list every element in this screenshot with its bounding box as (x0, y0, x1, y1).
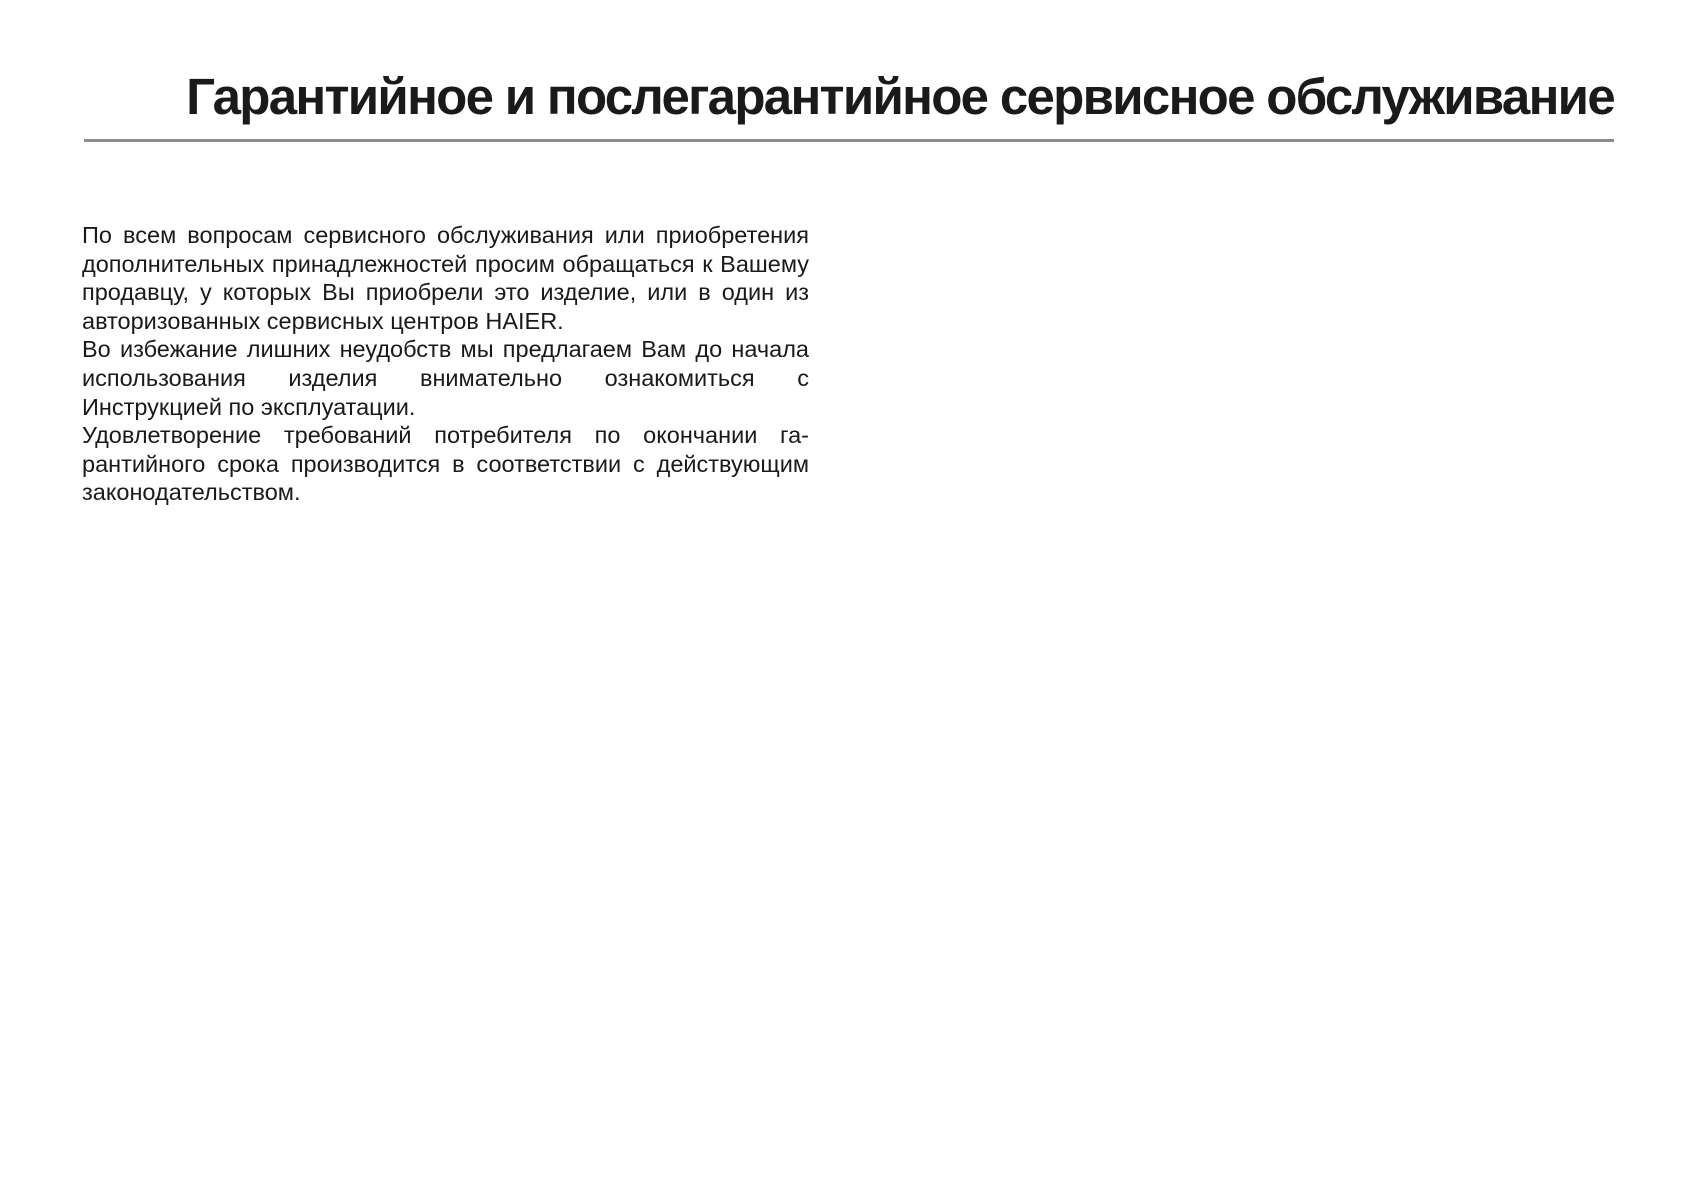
paragraph-service-contacts: По всем вопросам сервисного обслуживания или приобретения дополнительных принадлежностей просим обращаться к Вашему продавцу, у которых Вы приобрели это изделие, или в один из авторизованных сервисных центров HAIER. (82, 222, 809, 334)
page-title: Гарантийное и послегарантийное сервисное обслуживание (186, 68, 1614, 125)
paragraph-post-warranty: Удовлетворение требований потребителя по окончании гарантийного срока производится в соответствии с действующим законодательством. (82, 422, 809, 506)
paragraph-read-manual: Во избежание лишних неудобств мы предлагаем Вам до начала использования изделия внимательно ознакомиться с Инструкцией по эксплуатации. (82, 336, 809, 420)
title-divider (84, 139, 1614, 142)
page-header (84, 62, 1614, 132)
service-info-text (82, 221, 809, 507)
